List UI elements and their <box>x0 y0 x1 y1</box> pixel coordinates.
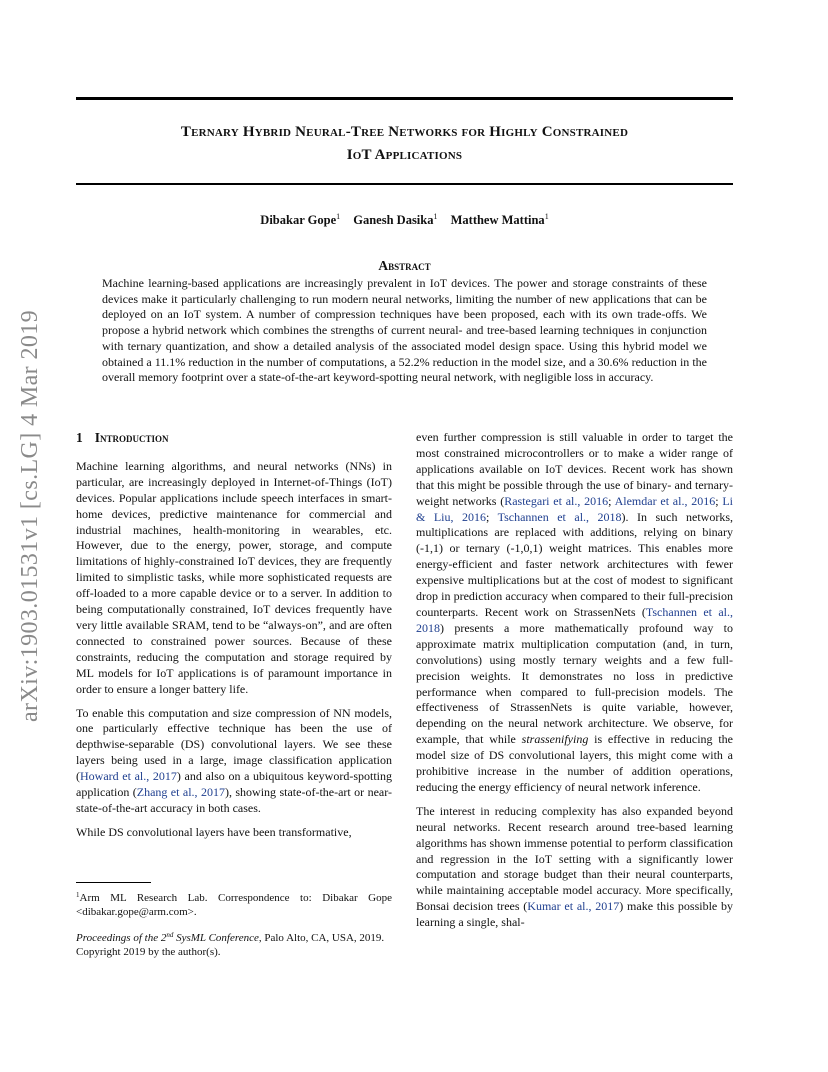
intro-paragraph-4: even further compression is still valuable in order to target the most constrained microcontrollers or to make a wider range of applications available on IoT devices. Recent work has shown that this might be possible through the use of binary- and ternary-weight networks (Rastegari et al., 2016; Alemdar et al., 2016; Li & Liu, 2016; Tschannen et al., 2018). In such networks, multiplications are replaced with additions, relying on binary (-1,1) or ternary (-1,0,1) weight matrices. This enables more energy-efficient and faster network architectures with fewer expensive multiplications but at the cost of modest to significant drop in prediction accuracy when compared to their full-precision counterparts. Recent work on StrassenNets (Tschannen et al., 2018) presents a more mathematically profound way to approximate matrix multiplication computation (and, in turn, convolutions) using mostly ternary weights and a few full-precision weights. It demonstrates no loss in predictive performance when compared to full-precision models. The effectiveness of StrassenNets is quite variable, however, depending on the neural network architecture. We observe, for example, that while strassenifying is effective in reducing the model size of DS convolutional layers, this might come with a prohibitive increase in the number of addition operations, reducing the energy efficiency of neural network inference. <box>416 430 734 794</box>
abstract-text: Machine learning-based applications are increasingly prevalent in IoT devices. The power and storage constraints of these devices make it particularly challenging to run modern neural networks, limiting the number of new applications that can be deployed on an IoT system. A number of compression techniques have been proposed, each with its own trade-offs. We propose a hybrid network which combines the strengths of current neural- and tree-based learning techniques in conjunction with ternary quantization, and show a detailed analysis of the associated model design space. Using this hybrid model we obtained a 11.1% reduction in the number of computations, a 52.2% reduction in the model size, and a 30.6% reduction in the overall memory footprint over a state-of-the-art keyword-spotting neural network, with negligible loss in accuracy. <box>102 276 707 385</box>
right-column <box>416 430 733 939</box>
citation-link[interactable]: Li & Liu, 2016 <box>416 493 734 524</box>
title-line-2: IoT Applications <box>346 147 463 163</box>
intro-paragraph-1: Machine learning algorithms, and neural networks (NNs) in particular, are increasingly deployed in Internet-of-Things (IoT) devices. Popular applications include speech interfaces in smart-home devices, predictive maintenance for commercial and industrial machines, health-monitoring in wearables, etc. However, due to the energy, power, storage, and compute limitations of highly-constrained IoT devices, they are frequently limited to simplistic tasks, while more sophisticated requests are off-loaded to a more capable device or to a server. In addition to being computationally constrained, IoT devices frequently have very little available SRAM, tend to be “always-on”, and are often connected to constrained power sources. Because of these constraints, reducing the computation and storage required by ML models for IoT applications is of paramount importance in order to ensure a longer battery life. <box>76 458 392 696</box>
citation-link[interactable]: Howard et al., 2017 <box>80 769 177 784</box>
citation-link[interactable]: Rastegari et al., 2016 <box>504 493 609 508</box>
proceedings-note: Proceedings of the 2nd SysML Conference, Palo Alto, CA, USA, 2019. Copyright 2019 by the author(s). <box>76 931 385 958</box>
paper-title <box>76 121 733 167</box>
title-bottom-rule <box>76 183 733 185</box>
author-list <box>76 212 733 228</box>
author-1: Dibakar Gope$^1$ <box>260 212 341 227</box>
intro-paragraph-5: The interest in reducing complexity has also expanded beyond neural networks. Recent research around tree-based learning algorithms has shown immense potential to perform classification and regression in the IoT setting with a significantly lower computation and storage budget than their neural counterparts, while maintaining acceptable model accuracy. More specifically, Bonsai decision trees (Kumar et al., 2017) make this possible by learning a single, shal- <box>416 803 734 930</box>
citation-link[interactable]: Alemdar et al., 2016 <box>614 493 716 508</box>
title-line-1: Ternary Hybrid Neural-Tree Networks for Highly Constrained <box>180 124 629 140</box>
arxiv-side-label[interactable]: arXiv:1903.01531v1 [cs.LG] 4 Mar 2019 <box>17 309 43 722</box>
footnote-rule <box>76 882 151 883</box>
section-heading: 1 Introduction <box>76 430 169 445</box>
footnote: $^1$Arm ML Research Lab. Correspondence to: Dibakar Gope <dibakar.gope@arm.com>. <box>76 891 392 918</box>
author-2: Ganesh Dasika$^1$ <box>353 212 438 227</box>
citation-link[interactable]: Tschannen et al., 2018 <box>497 509 622 524</box>
intro-paragraph-2: To enable this computation and size compression of NN models, one particularly effective technique has been the use of depthwise-separable (DS) convolutional layers. We see these layers being used in a large, image classification application (Howard et al., 2017) and also on a ubiquitous keyword-spotting application (Zhang et al., 2017), showing state-of-the-art or near-state-of-the-art accuracy in both cases. <box>76 705 392 815</box>
citation-link[interactable]: Kumar et al., 2017 <box>527 899 620 914</box>
title-top-rule <box>76 97 733 100</box>
author-3: Matthew Mattina$^1$ <box>450 212 549 227</box>
citation-link[interactable]: Tschannen et al., 2018 <box>416 604 733 635</box>
intro-paragraph-3: While DS convolutional layers have been transformative, <box>76 824 352 839</box>
citation-link[interactable]: Zhang et al., 2017 <box>136 785 225 800</box>
abstract-heading: Abstract <box>378 258 431 273</box>
left-column <box>76 430 392 849</box>
